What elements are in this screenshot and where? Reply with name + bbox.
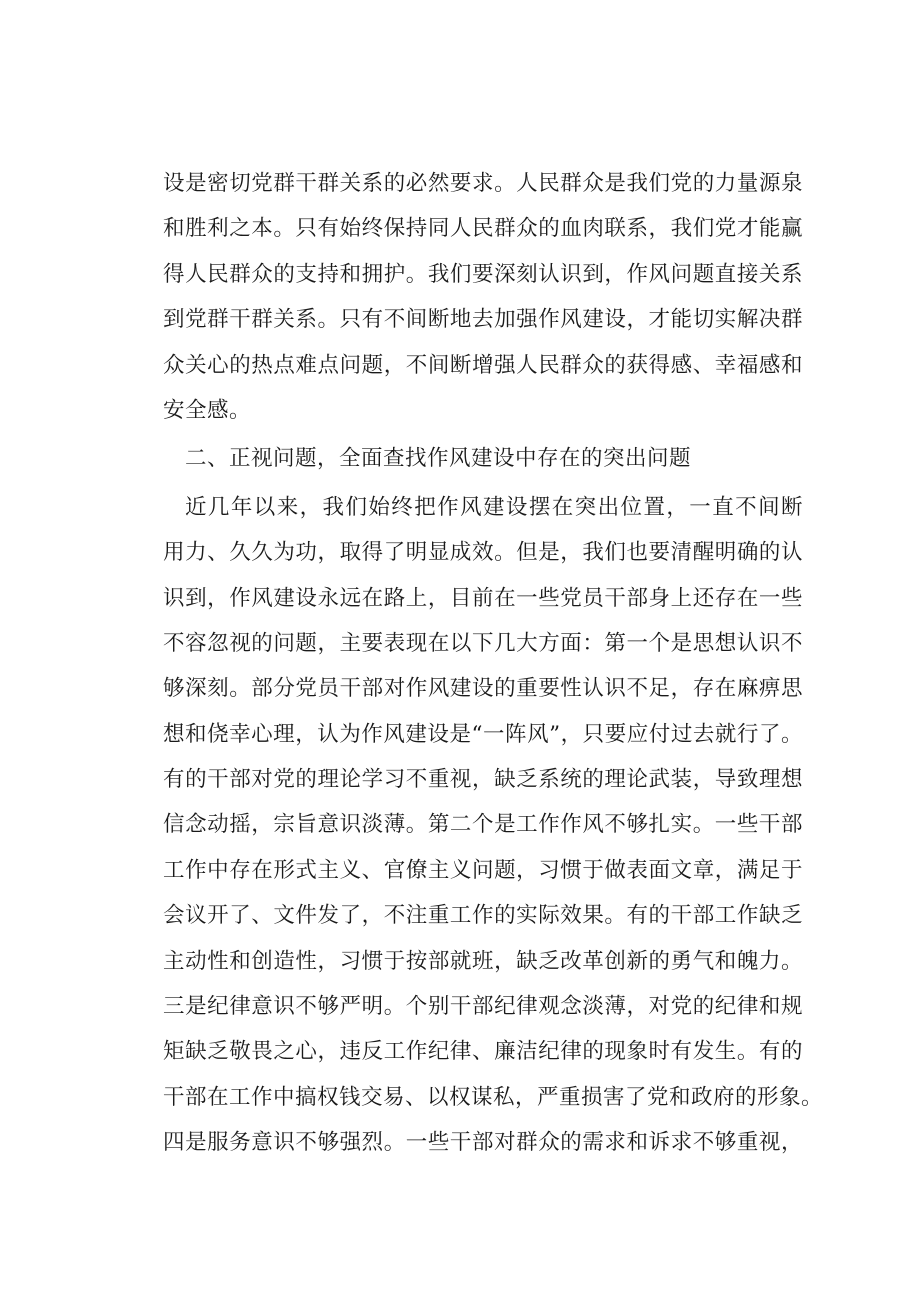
paragraph-2 xyxy=(163,485,824,1166)
paragraph-2-line: 想和侥幸心理，认为作风建设是“一阵风”，只要应付过去就行了。 xyxy=(163,721,803,747)
paragraph-2-line: 近几年以来，我们始终把作风建设摆在突出位置，一直不间断 xyxy=(185,494,803,520)
paragraph-2-line: 主动性和创造性，习惯于按部就班，缺乏改革创新的勇气和魄力。 xyxy=(163,948,803,974)
paragraph-1-line: 设是密切党群干群关系的必然要求。人民群众是我们党的力量源泉 xyxy=(163,171,803,196)
paragraph-2-line: 用力、久久为功，取得了明显成效。但是，我们也要清醒明确的认 xyxy=(163,540,803,566)
paragraph-2-line: 工作中存在形式主义、官僚主义问题，习惯于做表面文章，满足于 xyxy=(163,857,803,883)
paragraph-2-line: 干部在工作中搞权钱交易、以权谋私，严重损害了党和政府的形象。 xyxy=(163,1084,824,1110)
paragraph-1-line: 得人民群众的支持和拥护。我们要深刻认识到，作风问题直接关系 xyxy=(163,261,803,287)
paragraph-2-line: 识到，作风建设永远在路上，目前在一些党员干部身上还存在一些 xyxy=(163,585,803,611)
section-heading-2: 二、正视问题，全面查找作风建设中存在的突出问题 xyxy=(185,446,692,472)
paragraph-1-line: 到党群干群关系。只有不间断地去加强作风建设，才能切实解决群 xyxy=(163,307,803,333)
paragraph-1-line: 安全感。 xyxy=(163,397,252,423)
paragraph-2-line: 四是服务意识不够强烈。一些干部对群众的需求和诉求不够重视， xyxy=(163,1130,803,1156)
paragraph-2-line: 三是纪律意识不够严明。个别干部纪律观念淡薄，对党的纪律和规 xyxy=(163,994,803,1020)
paragraph-1-line: 众关心的热点难点问题，不间断增强人民群众的获得感、幸福感和 xyxy=(163,352,803,378)
paragraph-1 xyxy=(163,161,803,433)
paragraph-2-line: 不容忽视的问题，主要表现在以下几大方面：第一个是思想认识不 xyxy=(163,630,803,656)
paragraph-2-line: 够深刻。部分党员干部对作风建设的重要性认识不足，存在麻痹思 xyxy=(163,676,803,702)
document-body xyxy=(163,161,824,1166)
paragraph-2-line: 信念动摇，宗旨意识淡薄。第二个是工作作风不够扎实。一些干部 xyxy=(163,812,803,838)
paragraph-1-line: 和胜利之本。只有始终保持同人民群众的血肉联系，我们党才能赢 xyxy=(163,216,803,242)
paragraph-2-line: 有的干部对党的理论学习不重视，缺乏系统的理论武装，导致理想 xyxy=(163,767,803,793)
paragraph-2-line: 矩缺乏敬畏之心，违反工作纪律、廉洁纪律的现象时有发生。有的 xyxy=(163,1039,803,1065)
paragraph-2-line: 会议开了、文件发了，不注重工作的实际效果。有的干部工作缺乏 xyxy=(163,903,803,929)
